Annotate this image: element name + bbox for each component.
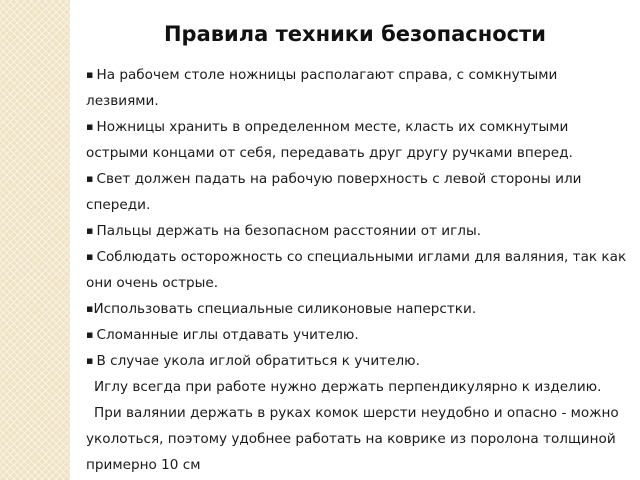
list-item-text: Соблюдать осторожность со специальными иглами для валяния, так как они очень острые. xyxy=(86,249,627,291)
list-item xyxy=(86,296,634,322)
list-item-text: На рабочем столе ножницы располагают справа, с сомкнутыми лезвиями. xyxy=(86,67,558,109)
list-item xyxy=(86,348,634,374)
bullet-icon: ▪ xyxy=(86,224,94,237)
bullet-icon: ▪ xyxy=(86,354,94,367)
page-title: Правила техники безопасности xyxy=(163,22,547,46)
bullet-icon: ▪ xyxy=(86,68,94,81)
list-item xyxy=(86,62,634,114)
list-item-text: Свет должен падать на рабочую поверхность с левой стороны или спереди. xyxy=(86,171,582,213)
list-item-text: Ножницы хранить в определенном месте, класть их сомкнутыми острыми концами от себя, передавать друг другу ручками вперед. xyxy=(86,119,573,161)
bullet-icon: ▪ xyxy=(86,120,94,133)
list-item-text: Пальцы держать на безопасном расстоянии от иглы. xyxy=(96,223,482,239)
list-item-text: Сломанные иглы отдавать учителю. xyxy=(96,327,359,343)
list-item xyxy=(86,114,634,166)
list-item-text: В случае укола иглой обратиться к учителю. xyxy=(96,353,420,369)
list-item xyxy=(86,322,634,348)
paragraph-felting-advice xyxy=(86,400,634,478)
list-item xyxy=(86,218,634,244)
bullet-icon: ▪ xyxy=(86,172,94,185)
paragraph-text: При валянии держать в руках комок шерсти неудобно и опасно - можно уколоться, поэтому удобнее работать на коврике из поролона толщиной примерно 10 см xyxy=(86,405,619,473)
paragraph-text: Иглу всегда при работе нужно держать перпендикулярно к изделию. xyxy=(94,379,602,395)
decorative-side-stripe xyxy=(0,0,70,480)
bullet-icon: ▪ xyxy=(86,302,94,315)
list-item xyxy=(86,166,634,218)
bullet-icon: ▪ xyxy=(86,250,94,263)
list-item-text: Использовать специальные силиконовые наперстки. xyxy=(93,301,477,317)
paragraph-needle-tip xyxy=(86,374,634,400)
rules-list xyxy=(86,62,634,478)
bullet-icon: ▪ xyxy=(86,328,94,341)
list-item xyxy=(86,244,634,296)
